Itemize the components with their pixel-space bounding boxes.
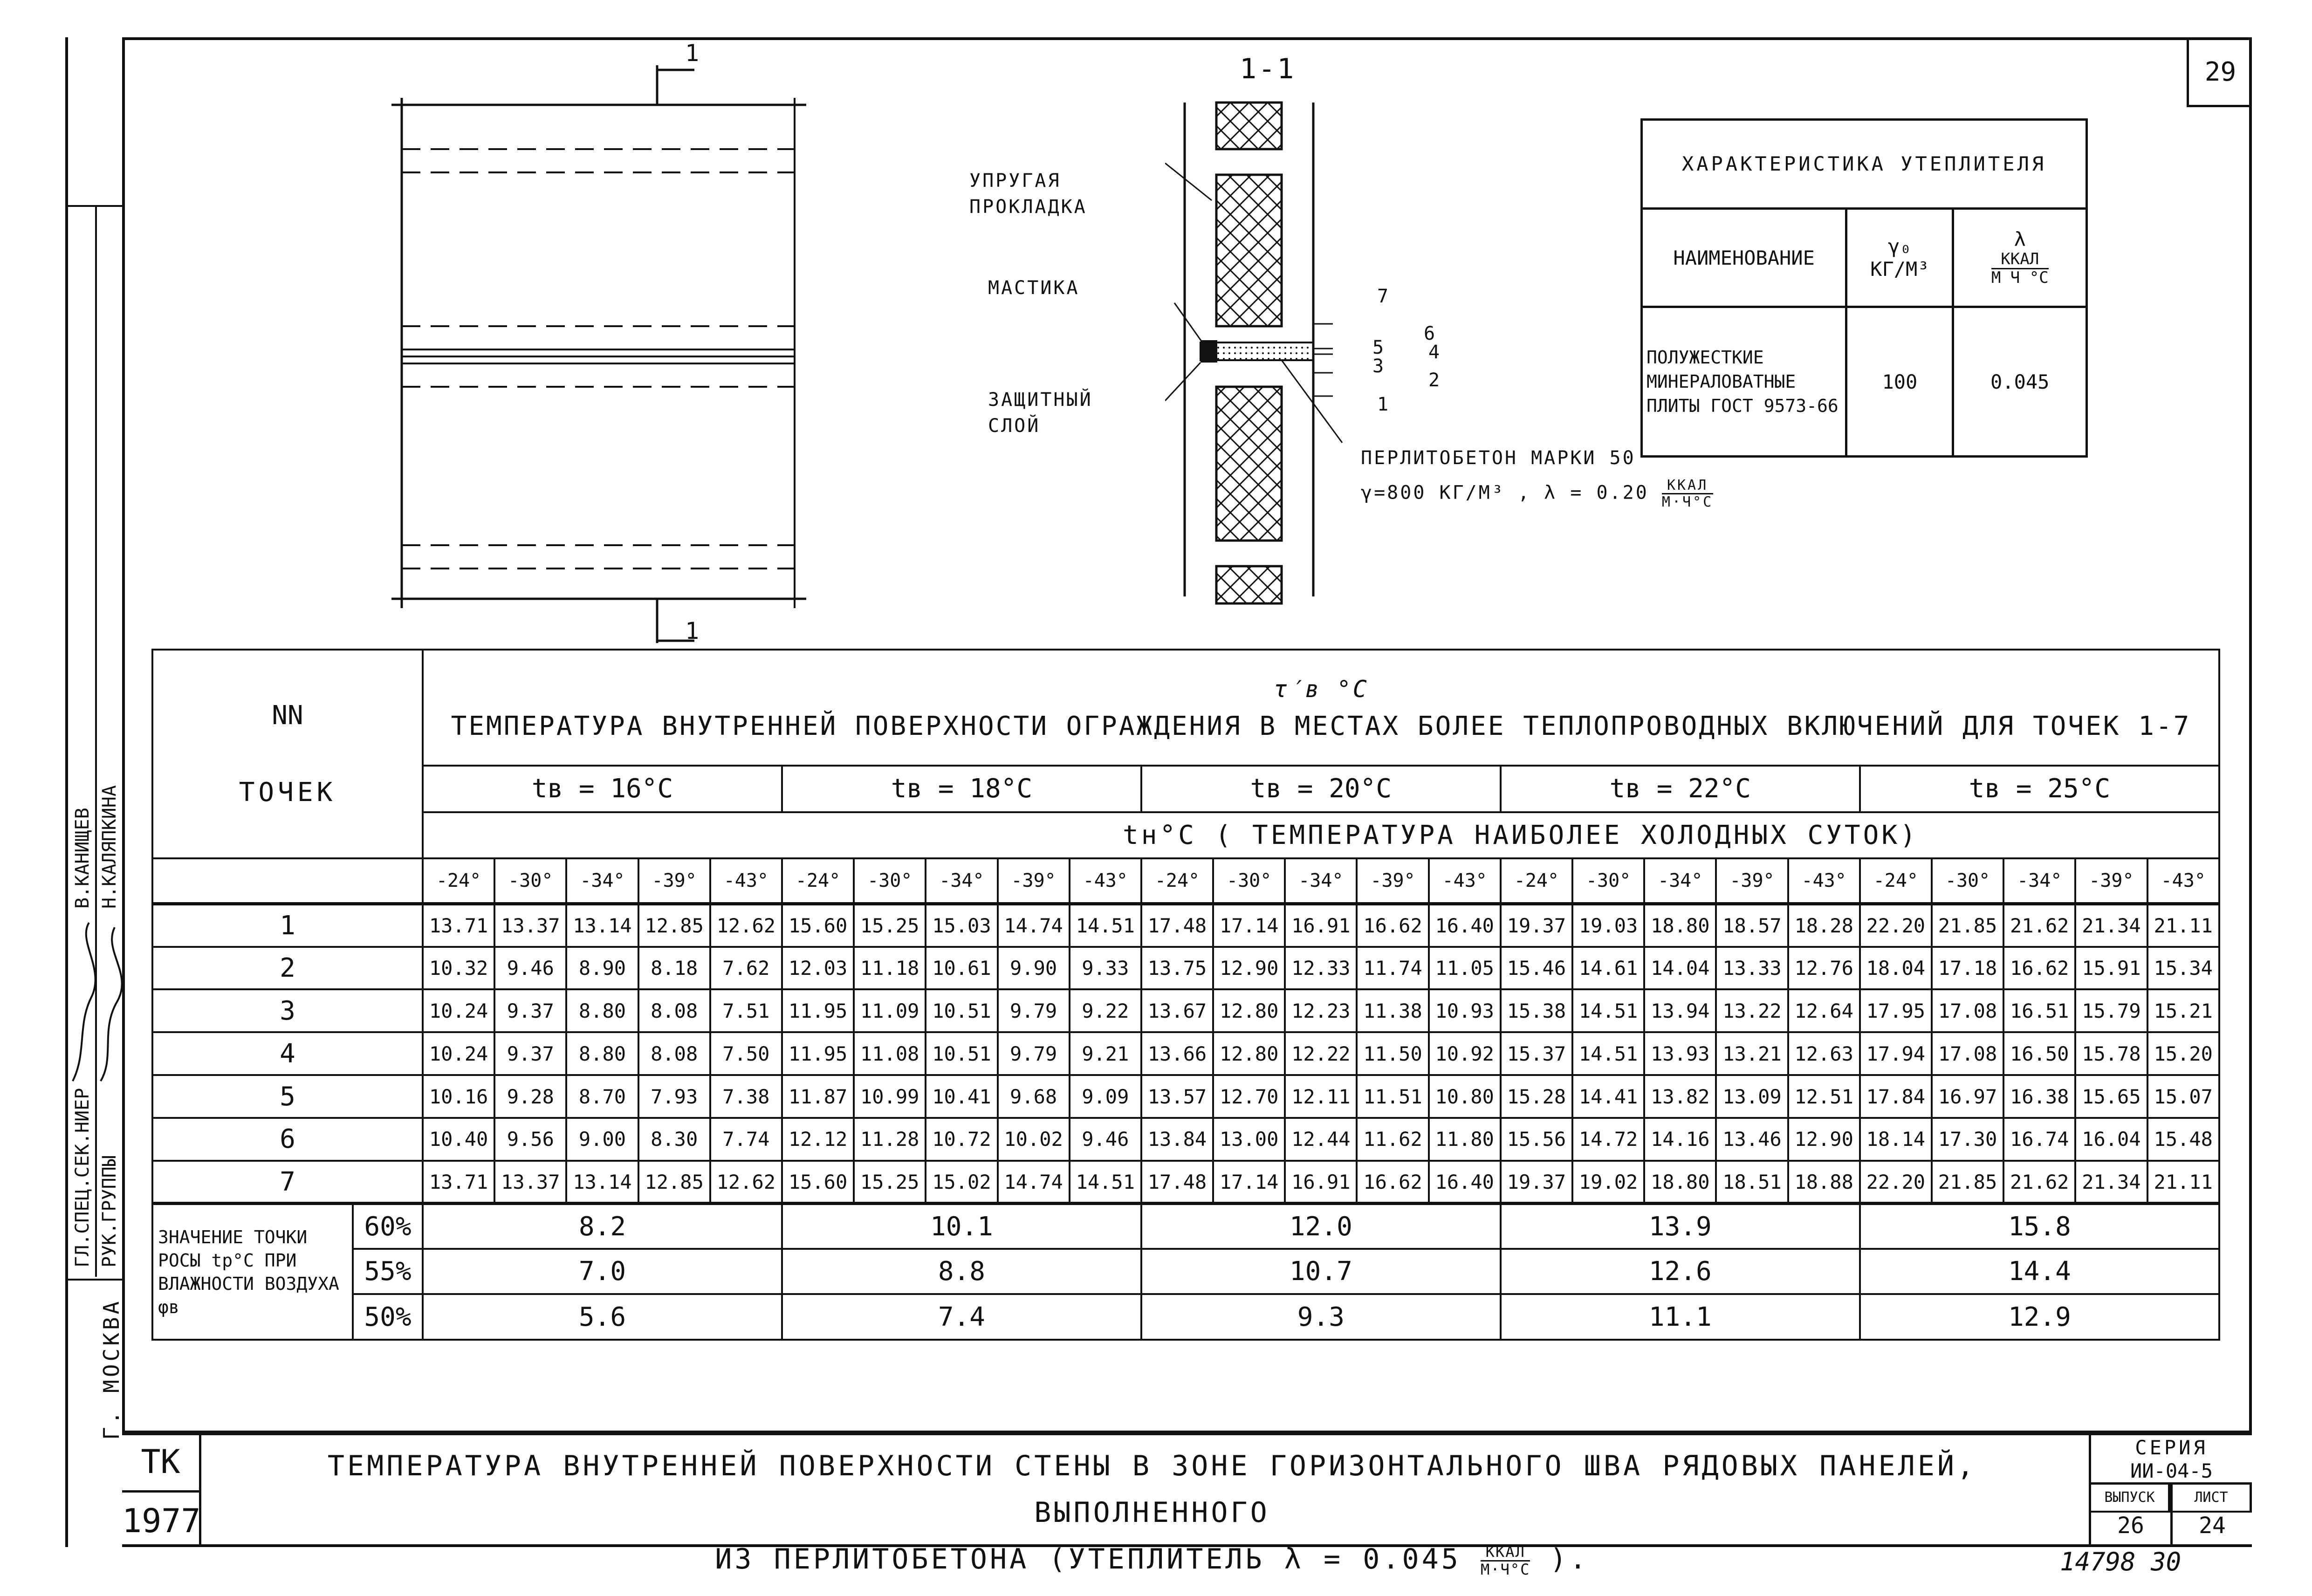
tn-value: -24° (1860, 858, 1932, 904)
temperature-value: 13.14 (566, 904, 638, 947)
temperature-value: 9.56 (494, 1118, 566, 1161)
dew-row (152, 1204, 2219, 1249)
temperature-value: 18.80 (1644, 904, 1716, 947)
temperature-table (151, 649, 2220, 1341)
role2-label: РУК.ГРУППЫ (99, 1155, 120, 1267)
dew-point-value: 8.2 (423, 1204, 782, 1249)
temperature-value: 13.71 (423, 1161, 494, 1204)
drawing-title: ТЕМПЕРАТУРА ВНУТРЕННЕЙ ПОВЕРХНОСТИ СТЕНЫ В ЗОНЕ ГОРИЗОНТАЛЬНОГО ШВА РЯДОВЫХ ПАНЕЛЕЙ, ВЫПОЛНЕННОГО ИЗ ПЕРЛИТОБЕТОНА (УТЕПЛИТЕЛЬ λ = 0.045 $\frac{\text{ККАЛ}}{М\cdot Ч^\circ С}$ ). (327, 1450, 1977, 1578)
temperature-value: 9.90 (998, 947, 1070, 990)
dew-point-value: 13.9 (1501, 1204, 1860, 1249)
temperature-value: 13.75 (1141, 947, 1213, 990)
temperature-value: 10.72 (926, 1118, 997, 1161)
temperature-value: 15.34 (2147, 947, 2219, 990)
temperature-value: 8.90 (566, 947, 638, 990)
temperature-value: 10.61 (926, 947, 997, 990)
point-number: 2 (152, 947, 423, 990)
temperature-value: 21.11 (2147, 904, 2219, 947)
point-3: 3 (1372, 356, 1384, 377)
tv-group-2: tв = 20°С (1141, 766, 1501, 812)
tv-group-0: tв = 16°С (423, 766, 782, 812)
tn-value: -34° (926, 858, 997, 904)
temperature-value: 11.08 (854, 1032, 926, 1075)
temperature-value: 16.62 (2003, 947, 2075, 990)
material-lambda: 0.045 (1953, 307, 2087, 457)
tn-row-blank (152, 858, 423, 904)
table-row (152, 904, 2219, 947)
temperature-value: 11.50 (1357, 1032, 1428, 1075)
signatures (68, 913, 122, 1090)
temperature-value: 8.80 (566, 1032, 638, 1075)
tn-value: -39° (1357, 858, 1428, 904)
temperature-value: 10.32 (423, 947, 494, 990)
tn-value: -24° (1501, 858, 1572, 904)
dew-point-value: 9.3 (1141, 1294, 1501, 1340)
table-row (152, 1118, 2219, 1161)
table-row (152, 1032, 2219, 1075)
temperature-value: 10.02 (998, 1118, 1070, 1161)
tn-value: -30° (1213, 858, 1285, 904)
temperature-value: 19.37 (1501, 1161, 1572, 1204)
temperature-value: 10.24 (423, 989, 494, 1032)
temperature-value: 10.16 (423, 1075, 494, 1118)
temperature-value: 15.56 (1501, 1118, 1572, 1161)
point-number: 1 (152, 904, 423, 947)
temperature-value: 12.90 (1213, 947, 1285, 990)
tv-group-3: tв = 22°С (1501, 766, 1860, 812)
temperature-value: 15.28 (1501, 1075, 1572, 1118)
temperature-value: 16.04 (2075, 1118, 2147, 1161)
temperature-value: 17.94 (1860, 1032, 1932, 1075)
temperature-value: 15.48 (2147, 1118, 2219, 1161)
temperature-value: 10.40 (423, 1118, 494, 1161)
temperature-value: 14.72 (1572, 1118, 1644, 1161)
humidity-value: 55% (353, 1249, 423, 1294)
temperature-value: 8.70 (566, 1075, 638, 1118)
tn-value: -34° (1644, 858, 1716, 904)
temperature-value: 10.99 (854, 1075, 926, 1118)
temperature-value: 11.05 (1429, 947, 1501, 990)
dew-row (152, 1249, 2219, 1294)
temperature-value: 15.07 (2147, 1075, 2219, 1118)
temperature-value: 8.08 (638, 1032, 710, 1075)
dew-point-value: 15.8 (1860, 1204, 2219, 1249)
concrete-params: γ=800 КГ/М³ , λ = 0.20 $\frac{\text{ККАЛ}}{М\cdot Ч^\circ С}$ (1361, 477, 1714, 510)
temperature-value: 15.60 (782, 1161, 854, 1204)
year-label: 1977 (122, 1502, 201, 1540)
temperature-value: 10.93 (1429, 989, 1501, 1032)
dew-point-label: ЗНАЧЕНИЕ ТОЧКИ РОСЫ tр°С ПРИ ВЛАЖНОСТИ ВОЗДУХА φв (152, 1204, 353, 1340)
temperature-value: 15.38 (1501, 989, 1572, 1032)
temperature-value: 11.95 (782, 1032, 854, 1075)
temperature-value: 8.18 (638, 947, 710, 990)
col-lambda: λ $\frac{\text{ККАЛ}}{\text{М Ч °С}}$ (1953, 209, 2087, 307)
temperature-value: 12.63 (1788, 1032, 1860, 1075)
dew-point-value: 7.4 (782, 1294, 1141, 1340)
temperature-value: 15.37 (1501, 1032, 1572, 1075)
issue-cell: ВЫПУСК 26 (2091, 1485, 2173, 1544)
temperature-value: 12.62 (710, 1161, 782, 1204)
temperature-value: 14.51 (1572, 989, 1644, 1032)
tn-value: -43° (1788, 858, 1860, 904)
table-row (152, 1075, 2219, 1118)
temperature-value: 14.51 (1572, 1032, 1644, 1075)
temperature-value: 10.92 (1429, 1032, 1501, 1075)
tn-value: -39° (1716, 858, 1788, 904)
temperature-value: 18.28 (1788, 904, 1860, 947)
tn-value: -39° (638, 858, 710, 904)
point-7: 7 (1377, 286, 1389, 307)
temperature-value: 17.48 (1141, 1161, 1213, 1204)
table-row (152, 1161, 2219, 1204)
temperature-value: 18.88 (1788, 1161, 1860, 1204)
temperature-value: 9.68 (998, 1075, 1070, 1118)
temperature-value: 9.79 (998, 989, 1070, 1032)
temperature-value: 12.33 (1285, 947, 1357, 990)
tv-group-1: tв = 18°С (782, 766, 1141, 812)
tn-value: -30° (1932, 858, 2003, 904)
temperature-value: 14.74 (998, 1161, 1070, 1204)
tn-value: -43° (710, 858, 782, 904)
temperature-value: 15.25 (854, 1161, 926, 1204)
temperature-value: 16.74 (2003, 1118, 2075, 1161)
temperature-value: 21.62 (2003, 904, 2075, 947)
org-box (122, 1433, 201, 1547)
temperature-value: 12.23 (1285, 989, 1357, 1032)
label-protective-layer: ЗАЩИТНЫЙ СЛОЙ (988, 389, 1093, 437)
temperature-value: 11.38 (1357, 989, 1428, 1032)
temperature-value: 9.28 (494, 1075, 566, 1118)
temperature-value: 12.85 (638, 1161, 710, 1204)
side-strip (65, 37, 122, 1547)
tn-value: -43° (1070, 858, 1141, 904)
temperature-value: 12.11 (1285, 1075, 1357, 1118)
temperature-value: 9.09 (1070, 1075, 1141, 1118)
tn-value: -34° (1285, 858, 1357, 904)
temperature-value: 21.11 (2147, 1161, 2219, 1204)
name1-label: В.КАНИЩЕВ (72, 808, 93, 909)
tn-value: -30° (1572, 858, 1644, 904)
section-mark-bottom: 1 (685, 617, 701, 644)
temperature-value: 22.20 (1860, 904, 1932, 947)
temperature-value: 12.22 (1285, 1032, 1357, 1075)
temperature-value: 9.79 (998, 1032, 1070, 1075)
temperature-value: 16.51 (2003, 989, 2075, 1032)
temperature-value: 17.18 (1932, 947, 2003, 990)
temperature-value: 17.14 (1213, 904, 1285, 947)
signature-divider (95, 205, 97, 1277)
temperature-value: 9.37 (494, 989, 566, 1032)
temperature-value: 12.80 (1213, 1032, 1285, 1075)
role1-label: ГЛ.СПЕЦ.СЕК.НИЕР (72, 1088, 93, 1267)
temperature-value: 21.34 (2075, 904, 2147, 947)
temperature-value: 13.84 (1141, 1118, 1213, 1161)
humidity-value: 60% (353, 1204, 423, 1249)
temperature-value: 11.87 (782, 1075, 854, 1118)
temperature-value: 14.61 (1572, 947, 1644, 990)
temperature-value: 13.66 (1141, 1032, 1213, 1075)
temperature-value: 13.93 (1644, 1032, 1716, 1075)
temperature-value: 15.20 (2147, 1032, 2219, 1075)
tn-value: -43° (1429, 858, 1501, 904)
insulation-table (1640, 118, 2088, 458)
dew-row (152, 1294, 2219, 1340)
temperature-value: 16.50 (2003, 1032, 2075, 1075)
points-header: NN ТОЧЕК (152, 650, 423, 858)
temperature-value: 21.62 (2003, 1161, 2075, 1204)
temperature-value: 10.51 (926, 989, 997, 1032)
temperature-value: 12.51 (1788, 1075, 1860, 1118)
temperature-value: 17.08 (1932, 1032, 2003, 1075)
label-mastic: МАСТИКА (988, 277, 1080, 299)
temperature-value: 13.33 (1716, 947, 1788, 990)
temperature-value: 13.21 (1716, 1032, 1788, 1075)
tn-value: -30° (854, 858, 926, 904)
temperature-value: 12.76 (1788, 947, 1860, 990)
temperature-value: 11.18 (854, 947, 926, 990)
temperature-value: 13.71 (423, 904, 494, 947)
temperature-value: 13.82 (1644, 1075, 1716, 1118)
temperature-value: 14.04 (1644, 947, 1716, 990)
temperature-value: 13.00 (1213, 1118, 1285, 1161)
temperature-value: 13.57 (1141, 1075, 1213, 1118)
temperature-value: 10.41 (926, 1075, 997, 1118)
temperature-value: 12.12 (782, 1118, 854, 1161)
tn-value: -34° (566, 858, 638, 904)
temperature-value: 16.91 (1285, 1161, 1357, 1204)
temperature-value: 9.46 (494, 947, 566, 990)
dew-point-value: 5.6 (423, 1294, 782, 1340)
temperature-value: 15.21 (2147, 989, 2219, 1032)
temperature-value: 11.51 (1357, 1075, 1428, 1118)
series-box (2089, 1433, 2252, 1547)
city-label: Г. МОСКВА (99, 1298, 124, 1440)
point-6: 6 (1424, 323, 1435, 344)
point-number: 3 (152, 989, 423, 1032)
temperature-value: 15.46 (1501, 947, 1572, 990)
point-number: 7 (152, 1161, 423, 1204)
point-4: 4 (1428, 342, 1440, 363)
page-number: 29 (2187, 37, 2252, 107)
temperature-value: 16.97 (1932, 1075, 2003, 1118)
section-drawing (1165, 93, 1491, 606)
temperature-value: 13.46 (1716, 1118, 1788, 1161)
concrete-label: ПЕРЛИТОБЕТОН МАРКИ 50 (1361, 447, 1636, 469)
table-title: τ′в °С ТЕМПЕРАТУРА ВНУТРЕННЕЙ ПОВЕРХНОСТИ ОГРАЖДЕНИЯ В МЕСТАХ БОЛЕЕ ТЕПЛОПРОВОДНЫХ ВКЛЮЧЕНИЙ ДЛЯ ТОЧЕК 1-7 (423, 650, 2219, 766)
temperature-value: 22.20 (1860, 1161, 1932, 1204)
temperature-value: 13.14 (566, 1161, 638, 1204)
temperature-value: 16.38 (2003, 1075, 2075, 1118)
temperature-value: 9.46 (1070, 1118, 1141, 1161)
temperature-value: 14.74 (998, 904, 1070, 947)
temperature-value: 17.95 (1860, 989, 1932, 1032)
section-title: 1-1 (1240, 53, 1296, 85)
temperature-value: 12.44 (1285, 1118, 1357, 1161)
temperature-value: 11.74 (1357, 947, 1428, 990)
dew-point-value: 14.4 (1860, 1249, 2219, 1294)
temperature-value: 7.93 (638, 1075, 710, 1118)
temperature-value: 8.30 (638, 1118, 710, 1161)
panel-elevation-drawing (391, 51, 811, 652)
temperature-value: 19.02 (1572, 1161, 1644, 1204)
tn-value: -24° (782, 858, 854, 904)
temperature-value: 9.37 (494, 1032, 566, 1075)
dew-point-value: 10.1 (782, 1204, 1141, 1249)
humidity-value: 50% (353, 1294, 423, 1340)
temperature-value: 11.62 (1357, 1118, 1428, 1161)
temperature-value: 19.37 (1501, 904, 1572, 947)
temperature-value: 7.74 (710, 1118, 782, 1161)
temperature-value: 13.37 (494, 904, 566, 947)
temperature-value: 18.14 (1860, 1118, 1932, 1161)
temperature-value: 8.80 (566, 989, 638, 1032)
temperature-value: 11.28 (854, 1118, 926, 1161)
temperature-value: 13.22 (1716, 989, 1788, 1032)
temperature-value: 18.04 (1860, 947, 1932, 990)
temperature-value: 12.85 (638, 904, 710, 947)
tn-value: -34° (2003, 858, 2075, 904)
temperature-value: 12.62 (710, 904, 782, 947)
tn-value: -24° (1141, 858, 1213, 904)
temperature-value: 16.40 (1429, 1161, 1501, 1204)
point-2: 2 (1428, 370, 1440, 391)
temperature-value: 10.24 (423, 1032, 494, 1075)
temperature-value: 14.41 (1572, 1075, 1644, 1118)
org-label: ТК (122, 1433, 199, 1493)
dew-point-value: 12.9 (1860, 1294, 2219, 1340)
temperature-value: 16.62 (1357, 1161, 1428, 1204)
point-number: 5 (152, 1075, 423, 1118)
temperature-value: 21.85 (1932, 1161, 2003, 1204)
temperature-value: 15.79 (2075, 989, 2147, 1032)
temperature-value: 15.91 (2075, 947, 2147, 990)
temperature-value: 12.70 (1213, 1075, 1285, 1118)
temperature-value: 17.14 (1213, 1161, 1285, 1204)
temperature-value: 18.57 (1716, 904, 1788, 947)
temperature-value: 11.95 (782, 989, 854, 1032)
temperature-value: 17.84 (1860, 1075, 1932, 1118)
temperature-value: 10.51 (926, 1032, 997, 1075)
temperature-value: 18.80 (1644, 1161, 1716, 1204)
col-density: γ₀ КГ/М³ (1846, 209, 1953, 307)
temperature-value: 15.60 (782, 904, 854, 947)
tn-value: -43° (2147, 858, 2219, 904)
tv-group-4: tв = 25°С (1860, 766, 2219, 812)
temperature-value: 14.51 (1070, 1161, 1141, 1204)
temperature-value: 7.51 (710, 989, 782, 1032)
temperature-value: 12.03 (782, 947, 854, 990)
temperature-value: 13.94 (1644, 989, 1716, 1032)
point-number: 6 (152, 1118, 423, 1161)
temperature-value: 13.37 (494, 1161, 566, 1204)
name2-label: Н.КАЛЯПКИНА (99, 785, 120, 909)
point-5: 5 (1372, 337, 1384, 358)
temperature-value: 14.51 (1070, 904, 1141, 947)
temperature-value: 7.38 (710, 1075, 782, 1118)
temperature-value: 9.21 (1070, 1032, 1141, 1075)
temperature-value: 12.80 (1213, 989, 1285, 1032)
tn-value: -30° (494, 858, 566, 904)
temperature-value: 15.65 (2075, 1075, 2147, 1118)
temperature-value: 7.62 (710, 947, 782, 990)
temperature-value: 13.67 (1141, 989, 1213, 1032)
tn-header: tн°С ( ТЕМПЕРАТУРА НАИБОЛЕЕ ХОЛОДНЫХ СУТОК) (423, 812, 2219, 859)
temperature-value: 21.34 (2075, 1161, 2147, 1204)
series-label: СЕРИЯ ИИ-04-5 (2091, 1433, 2252, 1485)
label-elastic-gasket: УПРУГАЯ ПРОКЛАДКА (969, 170, 1087, 218)
temperature-value: 21.85 (1932, 904, 2003, 947)
dew-point-value: 8.8 (782, 1249, 1141, 1294)
section-mark-top: 1 (685, 40, 701, 67)
temperature-value: 14.16 (1644, 1118, 1716, 1161)
insulation-table-title: ХАРАКТЕРИСТИКА УТЕПЛИТЕЛЯ (1642, 120, 2087, 209)
temperature-value: 16.62 (1357, 904, 1428, 947)
temperature-value: 15.78 (2075, 1032, 2147, 1075)
point-number: 4 (152, 1032, 423, 1075)
temperature-value: 9.00 (566, 1118, 638, 1161)
dew-point-value: 12.6 (1501, 1249, 1860, 1294)
sheet-cell: ЛИСТ 24 (2173, 1485, 2252, 1544)
temperature-value: 12.64 (1788, 989, 1860, 1032)
temperature-value: 17.30 (1932, 1118, 2003, 1161)
material-name: ПОЛУЖЕСТКИЕ МИНЕРАЛОВАТНЫЕ ПЛИТЫ ГОСТ 9573-66 (1642, 307, 1846, 457)
temperature-value: 15.02 (926, 1161, 997, 1204)
temperature-value: 16.91 (1285, 904, 1357, 947)
point-1: 1 (1377, 394, 1389, 415)
temperature-value: 13.09 (1716, 1075, 1788, 1118)
temperature-value: 11.80 (1429, 1118, 1501, 1161)
temperature-value: 11.09 (854, 989, 926, 1032)
temperature-value: 19.03 (1572, 904, 1644, 947)
table-row (152, 947, 2219, 990)
temperature-value: 9.22 (1070, 989, 1141, 1032)
temperature-value: 12.90 (1788, 1118, 1860, 1161)
col-name: НАИМЕНОВАНИЕ (1642, 209, 1846, 307)
dew-point-value: 7.0 (423, 1249, 782, 1294)
temperature-value: 10.80 (1429, 1075, 1501, 1118)
temperature-value: 15.25 (854, 904, 926, 947)
tn-value: -39° (2075, 858, 2147, 904)
tn-value: -39° (998, 858, 1070, 904)
temperature-value: 8.08 (638, 989, 710, 1032)
temperature-value: 15.03 (926, 904, 997, 947)
temperature-value: 17.48 (1141, 904, 1213, 947)
temperature-value: 7.50 (710, 1032, 782, 1075)
temperature-value: 17.08 (1932, 989, 2003, 1032)
dew-point-value: 11.1 (1501, 1294, 1860, 1340)
tn-value: -24° (423, 858, 494, 904)
bottom-note: 14798 30 (2060, 1547, 2182, 1576)
dew-point-value: 10.7 (1141, 1249, 1501, 1294)
material-density: 100 (1846, 307, 1953, 457)
temperature-value: 9.33 (1070, 947, 1141, 990)
table-row (152, 989, 2219, 1032)
dew-point-value: 12.0 (1141, 1204, 1501, 1249)
temperature-value: 18.51 (1716, 1161, 1788, 1204)
temperature-value: 16.40 (1429, 904, 1501, 947)
